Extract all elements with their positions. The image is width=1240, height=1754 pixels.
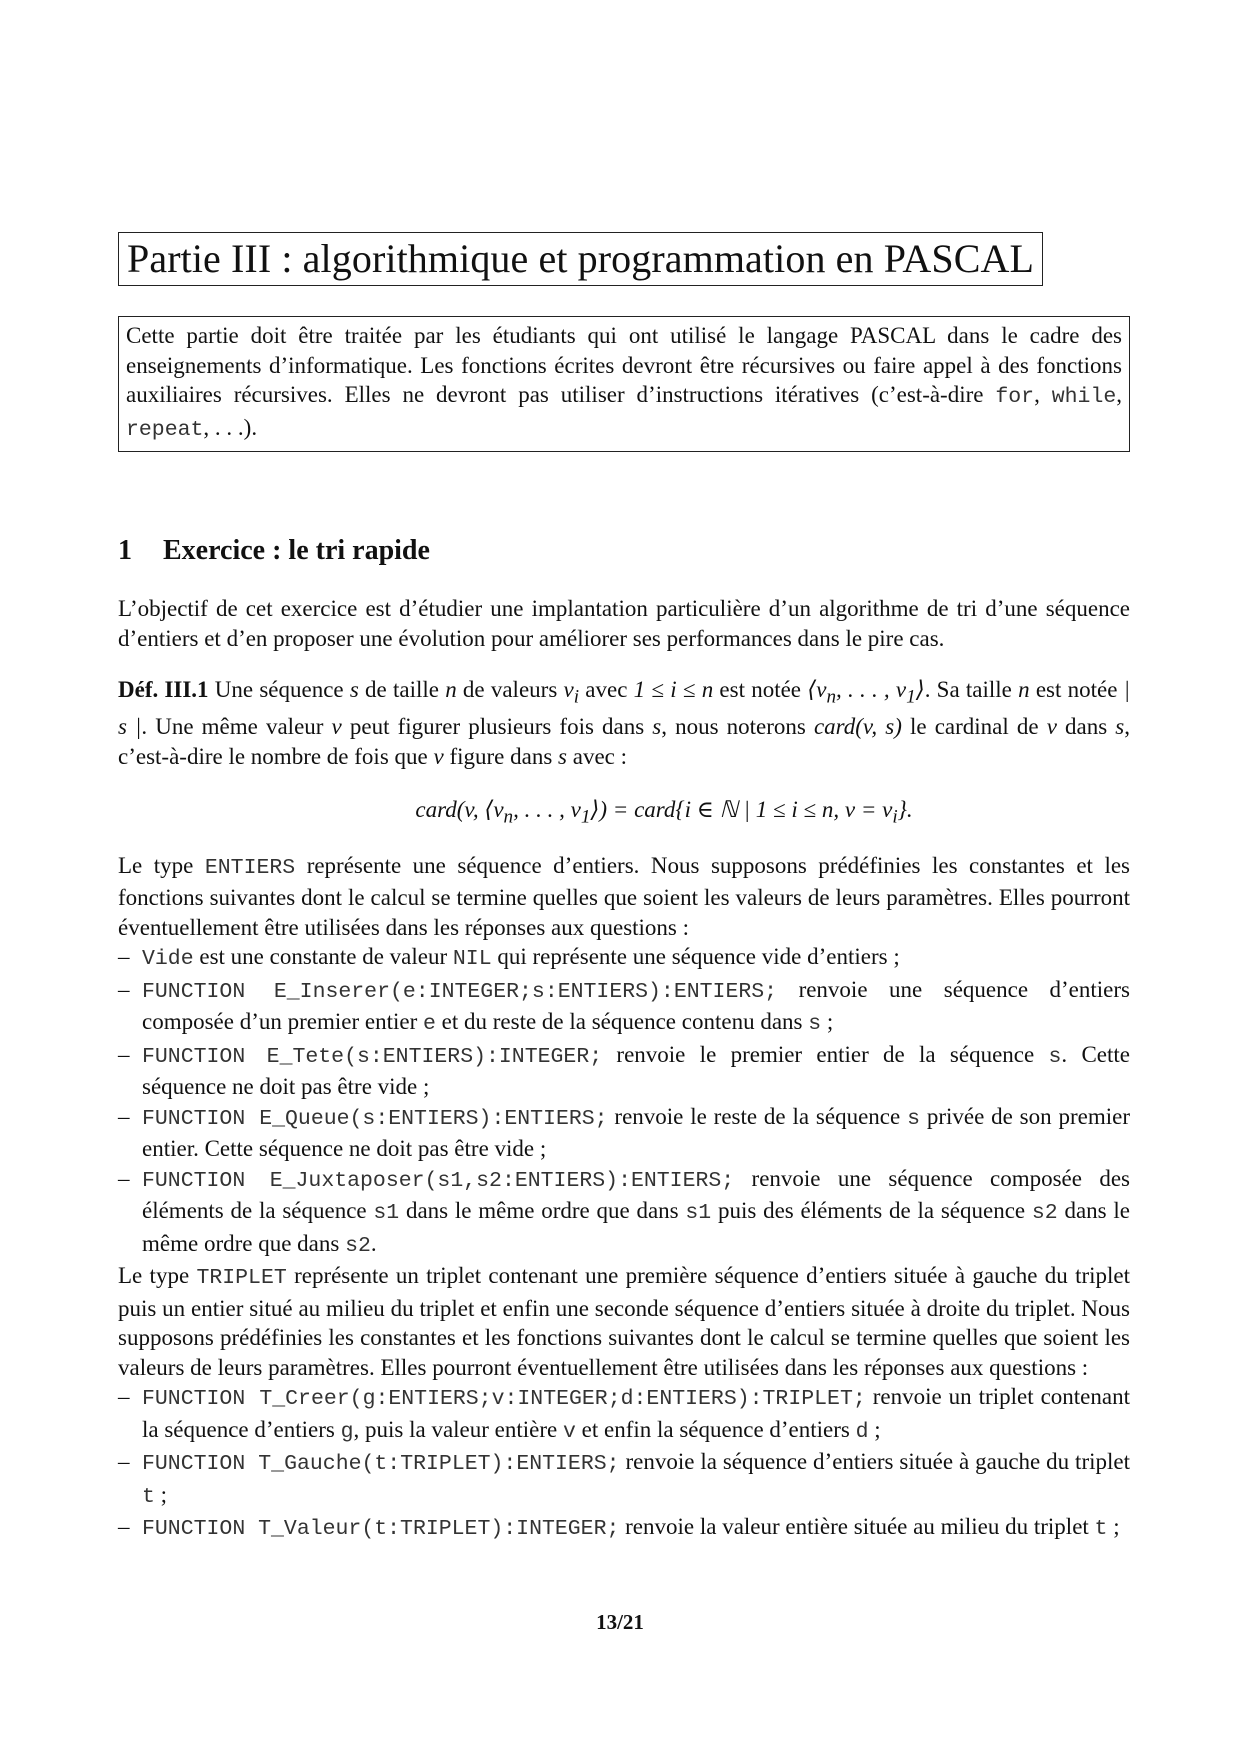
list-item: – FUNCTION E_Juxtaposer(s1,s2:ENTIERS):ENTIERS; renvoie une séquence composée des éléments de la séquence s1 dans le même ordre que dans s1 puis des éléments de la séquence s2 dans le même ordre que dans s2. [118, 1165, 1130, 1258]
type-triplet: TRIPLET [196, 1266, 287, 1291]
objective-paragraph: L’objectif de cet exercice est d’étudier une implantation particulière d’un algorithme de tri d’une séquence d’entiers et d’en proposer une évolution pour améliorer ses performances dans le pire cas. [118, 596, 1130, 651]
kw-for: for [995, 385, 1035, 409]
def-text: Une séquence [208, 677, 350, 702]
math-sequence: $⟨v_n$, . . . , $v_1⟩$ [807, 677, 925, 708]
def-text: de valeurs [456, 677, 564, 702]
math-v: v [433, 743, 444, 769]
def-text: , nous noterons [661, 714, 814, 740]
math-s: s [652, 714, 662, 740]
def-text: dans [1056, 714, 1116, 740]
def-text: est notée [1029, 677, 1124, 702]
math-card: card(v, s) [813, 714, 902, 740]
list-item: – FUNCTION E_Queue(s:ENTIERS):ENTIERS; renvoie le reste de la séquence s privée de son premier entier. Cette séquence ne doit pas être vide ; [118, 1103, 1130, 1162]
math-s: s [1115, 714, 1125, 740]
triplet-paragraph: Le type TRIPLET représente un triplet contenant une première séquence d’entiers située à gauche du triplet puis un entier situé au milieu du triplet et enfin une seconde séquence d’entiers située à droite du triplet. Nous supposons prédéfinies les constantes et les fonctions suivantes dont le calcul se termine quelles que soient les valeurs de leurs paramètres. Elles pourront éventuellement être utilisées dans les réponses aux questions : [118, 1263, 1131, 1380]
intro-tail: , . . .). [203, 414, 258, 440]
def-text: de taille [358, 677, 446, 702]
def-text: figure dans [443, 743, 559, 769]
type-entiers: ENTIERS [204, 855, 296, 880]
page-number: 13/21 [596, 1610, 644, 1634]
math-abs: | s | [118, 677, 1130, 740]
def-text: avec : [566, 743, 627, 769]
math-v: v [331, 714, 342, 740]
list-item: – FUNCTION T_Valeur(t:TRIPLET):INTEGER; renvoie la valeur entière située au milieu du triplet t ; [118, 1514, 1120, 1542]
math-s: s [349, 677, 359, 702]
list-item: – FUNCTION E_Tete(s:ENTIERS):INTEGER; renvoie le premier entier de la séquence s. Cette séquence ne doit pas être vide ; [118, 1041, 1131, 1100]
def-text: . Sa taille [924, 677, 1019, 702]
math-n: n [445, 677, 457, 702]
def-text: avec [579, 677, 634, 702]
entiers-paragraph: Le type ENTIERS représente une séquence d’entiers. Nous supposons prédéfinies les constantes et les fonctions suivantes dont le calcul se termine quelles que soient les valeurs de leurs paramètres. Elles pourront éventuellement être utilisées dans les réponses aux questions : [118, 852, 1130, 940]
section-heading [118, 534, 1130, 568]
page-content [118, 232, 1130, 1545]
part-title: Partie III : algorithmique et programmation en PASCAL [118, 232, 1043, 286]
def-text: . Une même valeur [141, 714, 332, 740]
section-title: Exercice : le tri rapide [163, 535, 430, 566]
def-text: , c’est-à-dire le nombre de fois que [118, 714, 1130, 769]
intro-text: Cette partie doit être traitée par les étudiants qui ont utilisé le langage PASCAL dans le cadre des enseignements d’informatique. Les fonctions écrites devront être récursives ou faire appel à des fonctions auxiliaires récursives. Elles ne devront pas utiliser d’instructions itératives (c’est-à-dire [126, 323, 1122, 407]
math-range: 1 ≤ i ≤ n [633, 677, 714, 702]
entiers-function-list [118, 942, 1130, 1261]
section-number: 1 [118, 535, 132, 566]
kw-repeat: repeat [126, 417, 204, 442]
math-n: n [1018, 677, 1030, 702]
def-text: peut figurer plusieurs fois dans [341, 714, 653, 740]
definition-label: Déf. III.1 [118, 677, 209, 702]
definition-paragraph [118, 675, 1130, 771]
math-vi: $v_i$ [563, 677, 580, 708]
math-v: v [1046, 714, 1057, 740]
def-text: le cardinal de [901, 714, 1047, 740]
intro-box: Cette partie doit être traitée par les étudiants qui ont utilisé le langage PASCAL dans le cadre des enseignements d’informatique. Les fonctions écrites devront être récursives ou faire appel à des fonctions auxiliaires récursives. Elles ne devront pas utiliser d’instructions itératives (c’est-à-dire for, while, repeat, . . .). [118, 316, 1130, 452]
def-text: est notée [713, 677, 808, 702]
list-item: – FUNCTION T_Creer(g:ENTIERS;v:INTEGER;d:ENTIERS):TRIPLET; renvoie un triplet contenant la séquence d’entiers g, puis la valeur entière v et enfin la séquence d’entiers d ; [118, 1384, 1130, 1444]
card-formula: card(v, $⟨v_n$, . . . , $v_1⟩$) = card{i ∈ ℕ | 1 ≤ i ≤ n, $v = v_i$}. [415, 797, 913, 828]
list-item: – FUNCTION T_Gauche(t:TRIPLET):ENTIERS; renvoie la séquence d’entiers située à gauche du triplet t ; [118, 1449, 1130, 1509]
math-s: s [558, 743, 567, 769]
list-item: – Vide est une constante de valeur NIL qui représente une séquence vide d’entiers ; [118, 944, 900, 972]
kw-while: while [1051, 385, 1117, 409]
triplet-function-list [118, 1382, 1130, 1545]
list-item: – FUNCTION E_Inserer(e:INTEGER;s:ENTIERS):ENTIERS; renvoie une séquence d’entiers composée d’un premier entier e et du reste de la séquence contenu dans s ; [118, 976, 1130, 1037]
